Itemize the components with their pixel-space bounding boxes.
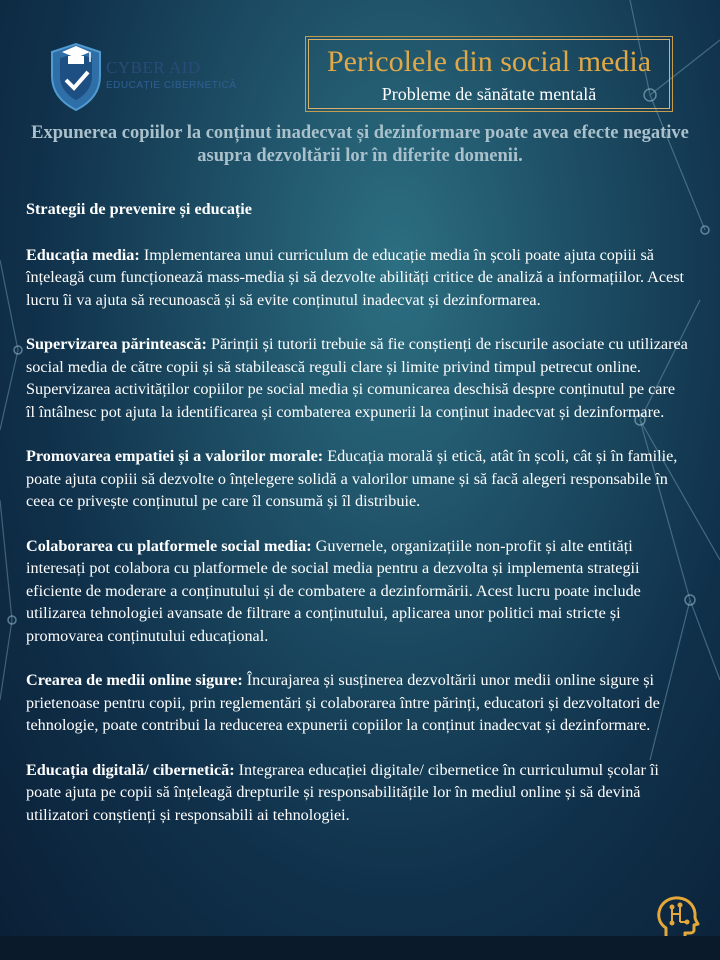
paragraph — [26, 669, 688, 737]
content-body — [26, 198, 688, 848]
paragraph-title: Supervizarea părintească: — [26, 335, 207, 353]
logo-brand: CYBER AID — [106, 58, 201, 77]
paragraph-text: Educația morală și etică, atât în școli, cât și în familie, poate ajuta copiii să dezvolte o înțelegere solidă a valorilor umane și să facă alegeri responsabile în ceea ce privește conținutul pe care îl consumă și îl distribuie. — [26, 447, 678, 510]
intro-text: Expunerea copiilor la conținut inadecvat și dezinformare poate avea efecte negative asupra dezvoltării lor în diferite domenii. — [31, 123, 689, 166]
paragraph — [26, 445, 688, 513]
logo — [46, 36, 256, 116]
logo-tagline: EDUCAȚIE CIBERNETICĂ — [106, 80, 237, 91]
paragraph-text: Implementarea unui curriculum de educație media în școli poate ajuta copiii să înțeleagă cum funcționează mass-media și să dezvolte abilități critice de analiză a informațiilor. Acest lucru îi va ajuta să recunoască și să evite conținutul inadecvat și dezinformarea. — [26, 245, 685, 309]
paragraph — [26, 759, 688, 827]
shield-graduation-cap-icon — [46, 36, 106, 114]
paragraph — [26, 333, 688, 423]
section-heading: Strategii de prevenire și educație — [26, 200, 252, 218]
head-circuit-icon — [652, 892, 702, 942]
paragraph-title: Educația media: — [26, 245, 140, 264]
title-box — [305, 36, 673, 112]
paragraph-title: Educația digitală/ cibernetică: — [26, 760, 235, 779]
paragraph-title: Crearea de medii online sigure: — [26, 671, 243, 689]
paragraph — [26, 535, 688, 648]
paragraph-text: Integrarea educației digitale/ cibernetice în curriculumul școlar îi poate ajuta pe copii să înțeleagă drepturile și responsabilitățile lor în mediul online și să devină utilizatori conștienți și responsabili ai tehnologiei. — [26, 760, 659, 824]
page-title: Pericolele din social media — [326, 45, 652, 78]
paragraph-text: Părinții și tutorii trebuie să fie conștienți de riscurile asociate cu utilizarea social media de către copii și să stabilească reguli clare și limite privind timpul petrecut online. Supervizarea activităților copiilor pe social media și comunicarea deschisă despre conținutul pe care îl întâlnesc pot ajuta la identificarea și combaterea expunerii la conținut inadecvat și dezinformare. — [26, 335, 688, 421]
paragraph-text: Încurajarea și susținerea dezvoltării unor medii online sigure și prietenoase pentru copii, prin reglementări și colaborarea între părinți, educatori și dezvoltatori de tehnologie, poate contribui la reducerea expunerii copiilor la conținut inadecvat și dezinformare. — [26, 671, 660, 734]
paragraph-text: Guvernele, organizațiile non-profit și alte entități interesați pot colabora cu platformele de social media pentru a dezvolta și implementa strategii eficiente de moderare a conținutului și de combatere a dezinformării. Acest lucru poate include utilizarea tehnologiei avansate de filtrare a conținutului, aplicarea unor politici mai stricte și promovarea conținutului educațional. — [26, 536, 641, 645]
page-subtitle: Probleme de sănătate mentală — [381, 84, 597, 104]
paragraph-title: Promovarea empatiei și a valorilor morale: — [26, 447, 324, 465]
paragraph-title: Colaborarea cu platformele social media: — [26, 536, 312, 555]
paragraph — [26, 244, 688, 312]
